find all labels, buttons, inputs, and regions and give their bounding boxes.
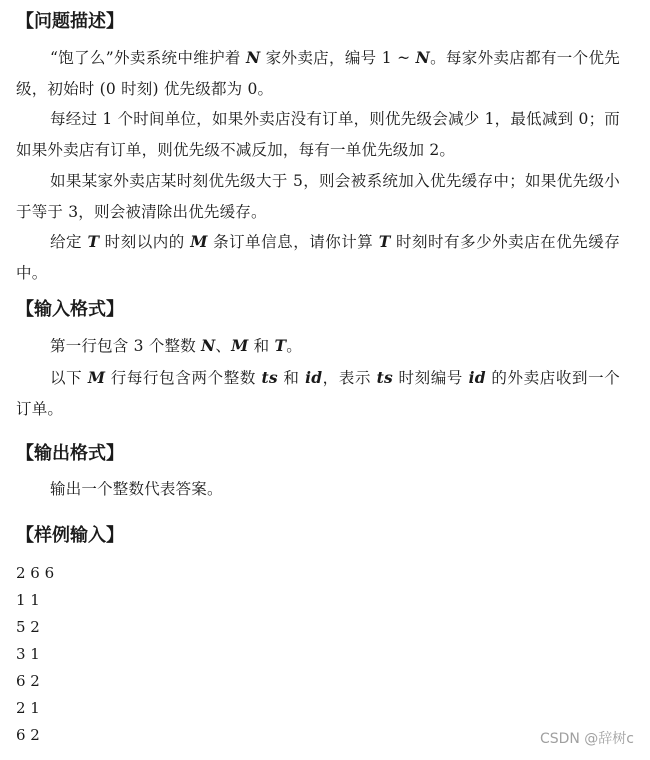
text: 给定 bbox=[50, 233, 88, 251]
var-n: N bbox=[201, 336, 216, 355]
text: ，表示 bbox=[322, 369, 377, 387]
text: 条订单信息，请你计算 bbox=[207, 233, 379, 251]
var-m: M bbox=[87, 368, 106, 387]
sample-input-line: 2 1 bbox=[16, 699, 40, 717]
text: 以下 bbox=[50, 369, 88, 387]
problem-paragraph-4 bbox=[16, 226, 620, 289]
text: 。每家外卖店都有一个优先级，初始时 (0 时刻) 优先级都为 0。 bbox=[16, 49, 620, 98]
sample-input-line: 3 1 bbox=[16, 645, 40, 663]
var-ts: ts bbox=[376, 368, 393, 387]
output-paragraph-1: 输出一个整数代表答案。 bbox=[50, 480, 223, 498]
sample-input-line: 2 6 6 bbox=[16, 564, 55, 582]
var-id: id bbox=[468, 368, 486, 387]
sample-input-line: 5 2 bbox=[16, 618, 40, 636]
var-n: N bbox=[246, 48, 261, 67]
var-m: M bbox=[231, 336, 249, 355]
text: 时刻以内的 bbox=[99, 233, 191, 251]
text: 家外卖店，编号 1 ~ bbox=[260, 49, 416, 67]
var-ts: ts bbox=[261, 368, 278, 387]
text: 第一行包含 3 个整数 bbox=[50, 337, 202, 355]
problem-paragraph-2: 每经过 1 个时间单位，如果外卖店没有订单，则优先级会减少 1，最低减到 0；而如果外卖店有订单，则优先级不减反加，每有一单优先级加 2。 bbox=[16, 110, 620, 159]
text: “饱了么”外卖系统中维护着 bbox=[50, 49, 247, 67]
var-t: T bbox=[274, 336, 287, 355]
text: 和 bbox=[248, 337, 275, 355]
heading-output-format: 【输出格式】 bbox=[16, 443, 124, 464]
text: 和 bbox=[277, 369, 306, 387]
var-n: N bbox=[415, 48, 430, 67]
heading-input-format: 【输入格式】 bbox=[16, 299, 124, 320]
sample-input-line: 1 1 bbox=[16, 591, 40, 609]
sample-input-line: 6 2 bbox=[16, 672, 40, 690]
var-m: M bbox=[190, 232, 208, 251]
input-paragraph-1 bbox=[16, 330, 620, 362]
var-t: T bbox=[87, 232, 100, 251]
text: 、 bbox=[215, 337, 232, 355]
var-t: T bbox=[378, 232, 391, 251]
sample-input-block bbox=[16, 560, 54, 749]
heading-sample-input: 【样例输入】 bbox=[16, 525, 124, 546]
problem-paragraph-3: 如果某家外卖店某时刻优先级大于 5，则会被系统加入优先缓存中；如果优先级小于等于 3，则会被清除出优先缓存。 bbox=[16, 172, 620, 221]
heading-problem-description: 【问题描述】 bbox=[16, 11, 124, 32]
problem-paragraph-1 bbox=[16, 42, 620, 105]
text: 时刻时有多少外卖店在优先缓存中。 bbox=[16, 233, 620, 282]
text: 时刻编号 bbox=[392, 369, 469, 387]
text: 。 bbox=[286, 337, 302, 355]
sample-input-line: 6 2 bbox=[16, 726, 40, 744]
text: 的外卖店收到一个订单。 bbox=[16, 369, 620, 418]
csdn-watermark: CSDN @辞树c bbox=[539, 731, 634, 747]
text: 行每行包含两个整数 bbox=[105, 369, 262, 387]
input-paragraph-2 bbox=[16, 362, 620, 425]
var-id: id bbox=[305, 368, 323, 387]
